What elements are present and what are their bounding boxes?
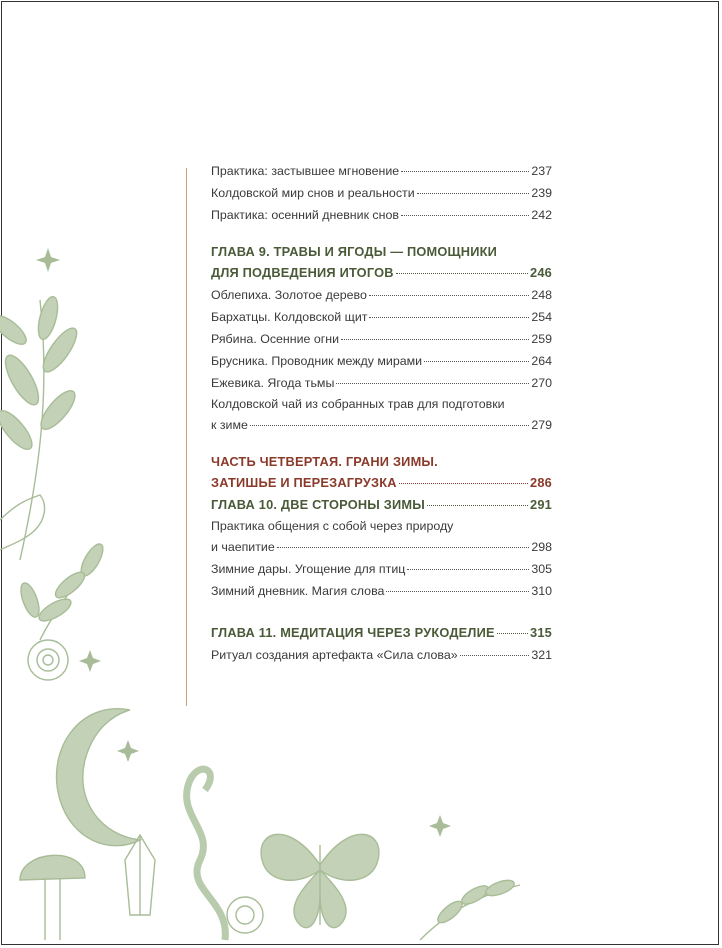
chapter-9-page: 246 — [530, 265, 552, 280]
sparkle-icon — [36, 248, 60, 272]
vertical-rule — [186, 168, 187, 706]
toc-entry-page: 239 — [531, 186, 552, 200]
toc-entry-page: 259 — [531, 332, 552, 346]
leaf-branch-icon — [17, 581, 42, 620]
toc-entry-page: 237 — [531, 164, 552, 178]
toc-entry-title: Практика: осенний дневник снов — [211, 208, 399, 222]
toc-entry-page: 310 — [531, 584, 552, 598]
sparkle-icon — [429, 815, 451, 837]
toc-entry-page: 264 — [531, 354, 552, 368]
leader-dots — [277, 533, 530, 548]
leader-dots — [396, 259, 528, 274]
moon-icon — [56, 709, 140, 846]
toc-entry-title-line2: и чаепитие — [211, 540, 275, 554]
part-4-title-line2: ЗАТИШЬЕ И ПЕРЕЗАГРУЗКА — [211, 475, 397, 490]
toc-entry[interactable] — [211, 644, 552, 666]
toc-entry-title: Рябина. Осенние огни — [211, 332, 340, 346]
chapter-11-page: 315 — [530, 625, 552, 640]
leader-dots — [386, 577, 529, 592]
leader-dots — [341, 325, 529, 340]
chapter-10-page: 291 — [530, 497, 552, 512]
leader-dots — [336, 369, 529, 384]
leader-dots — [369, 281, 529, 296]
chapter-9-title-line1[interactable]: ГЛАВА 9. ТРАВЫ И ЯГОДЫ — ПОМОЩНИКИ — [211, 244, 498, 259]
toc-entry-title: Зимние дары. Угощение для птиц — [211, 562, 406, 576]
toc-entry[interactable] — [211, 204, 552, 226]
toc-entry-title-line1[interactable]: Практика общения с собой через природу — [211, 519, 454, 533]
leader-dots — [369, 303, 529, 318]
toc-entry-page: 298 — [531, 540, 552, 554]
leaf-branch-icon — [0, 351, 45, 409]
leader-dots — [407, 555, 529, 570]
rose-icon — [28, 640, 68, 680]
sparkle-icon — [117, 740, 139, 762]
toc-entry[interactable] — [211, 580, 552, 602]
toc-entry-page: 270 — [531, 376, 552, 390]
leaf-branch-icon — [52, 568, 89, 602]
toc-entry-title: Ежевика. Ягода тьмы — [211, 376, 335, 390]
toc-entry-page: 248 — [531, 288, 552, 302]
chapter-11-title: ГЛАВА 11. МЕДИТАЦИЯ ЧЕРЕЗ РУКОДЕЛИЕ — [211, 625, 495, 640]
leader-dots — [424, 347, 529, 362]
toc-entry-page: 321 — [531, 648, 552, 662]
toc-entry-title: Зимний дневник. Магия слова — [211, 584, 385, 598]
chapter-10-title: ГЛАВА 10. ДВЕ СТОРОНЫ ЗИМЫ — [211, 497, 425, 512]
mushroom-icon — [20, 855, 85, 880]
rose-icon — [227, 897, 263, 933]
part-4-title-line1[interactable]: ЧАСТЬ ЧЕТВЕРТАЯ. ГРАНИ ЗИМЫ. — [211, 454, 438, 469]
leader-dots — [401, 201, 529, 216]
toc-entry-title: Ритуал создания артефакта «Сила слова» — [211, 648, 458, 662]
toc-entry-title: Бархатцы. Колдовской щит — [211, 310, 368, 324]
toc-entry-page: 254 — [531, 310, 552, 324]
chapter-9-title-line2: ДЛЯ ПОДВЕДЕНИЯ ИТОГОВ — [211, 265, 394, 280]
leader-dots — [427, 491, 528, 506]
sparkle-icon — [79, 650, 101, 672]
leaf-branch-icon — [35, 295, 62, 342]
toc-entry-page: 242 — [531, 208, 552, 222]
part-4-page: 286 — [530, 475, 552, 490]
leader-dots — [250, 411, 529, 426]
leader-dots — [460, 641, 530, 656]
leader-dots — [417, 179, 530, 194]
toc-entry-page: 305 — [531, 562, 552, 576]
toc-entry-title: Облепиха. Золотое дерево — [211, 288, 367, 302]
leaf-branch-icon — [0, 311, 30, 349]
toc-entry-title: Колдовской мир снов и реальности — [211, 186, 415, 200]
hand-icon — [0, 495, 45, 550]
leaf-branch-icon — [36, 595, 74, 625]
toc-entry[interactable] — [211, 414, 552, 436]
toc-entry-title: Практика: застывшее мгновение — [211, 164, 400, 178]
toc-entry-title: Брусника. Проводник между мирами — [211, 354, 423, 368]
toc-entry-title-line1[interactable]: Колдовской чай из собранных трав для подготовки — [211, 397, 505, 411]
snake-icon — [187, 769, 226, 940]
leader-dots — [497, 619, 528, 634]
leaf-branch-icon — [0, 406, 37, 454]
leader-dots — [401, 157, 529, 172]
toc-entry[interactable] — [211, 372, 552, 394]
toc-entry-title-line2: к зиме — [211, 418, 248, 432]
toc-entry-page: 279 — [531, 418, 552, 432]
leader-dots — [399, 469, 528, 484]
chapter-10-entry[interactable] — [211, 494, 552, 516]
table-of-contents — [211, 160, 552, 666]
